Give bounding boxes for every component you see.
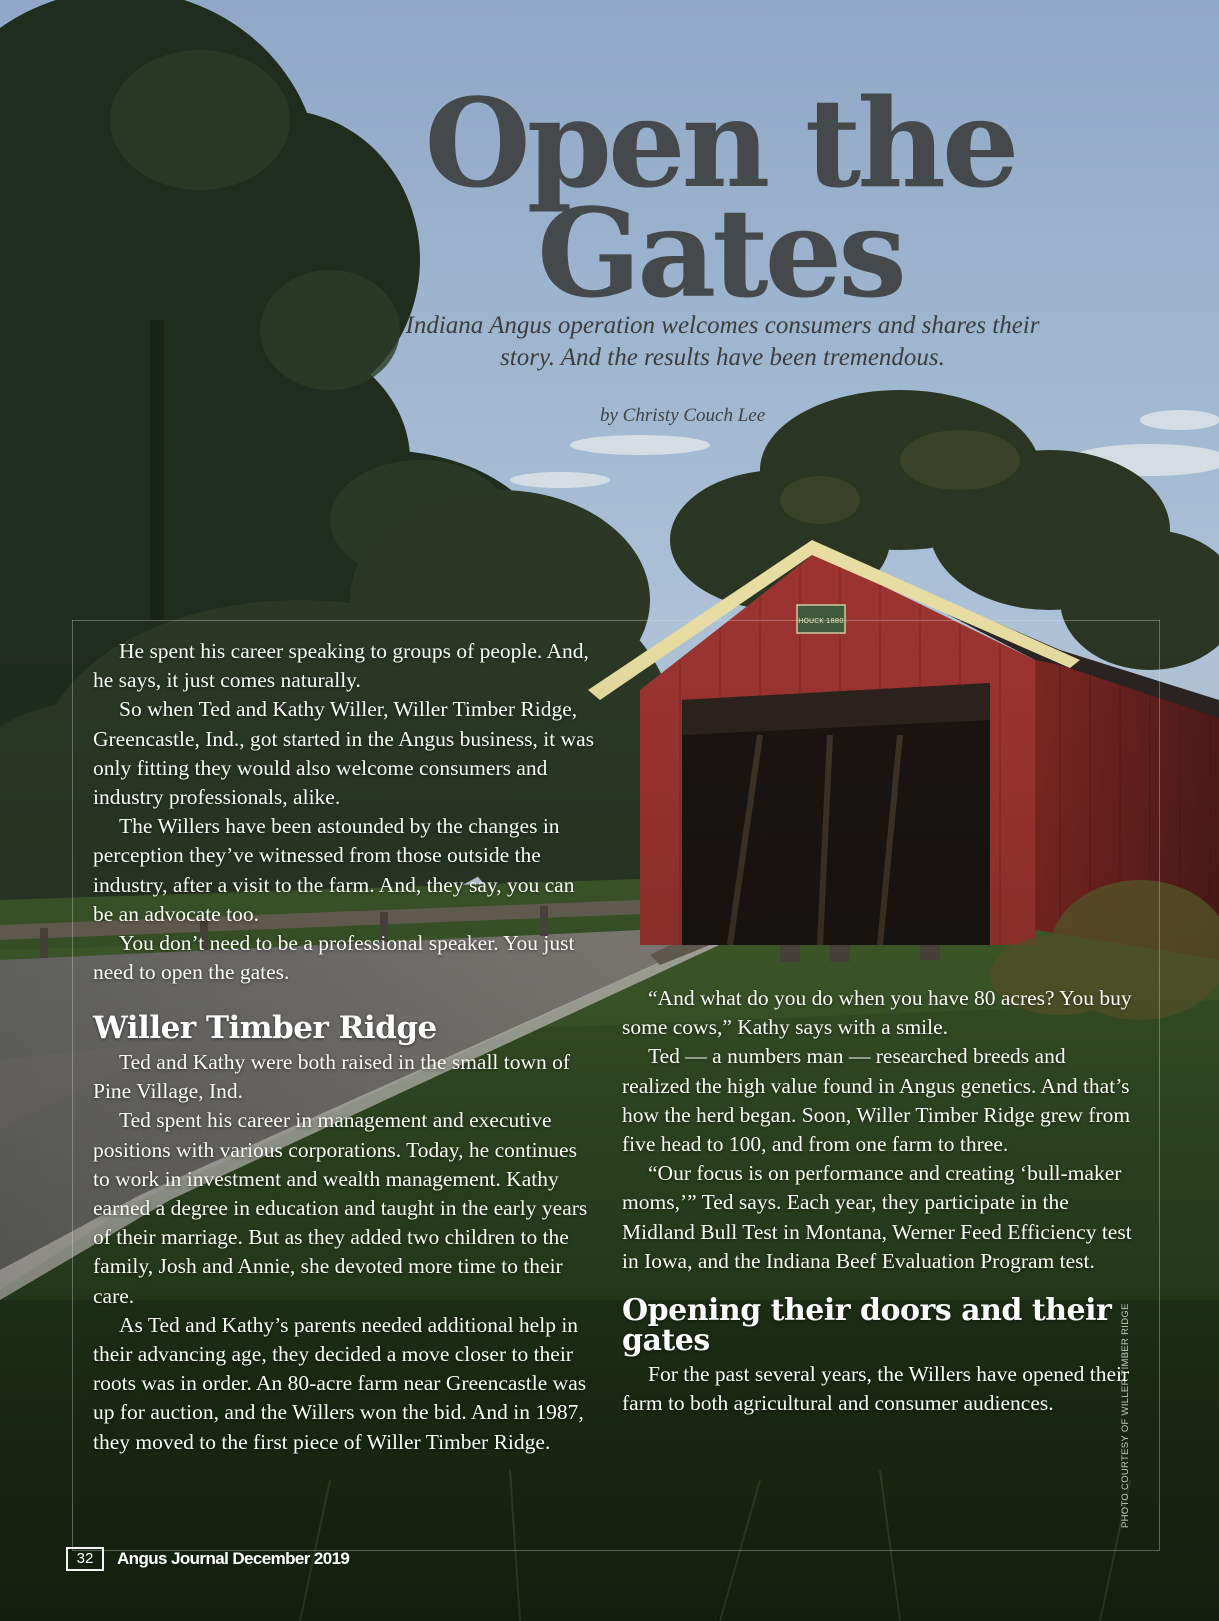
right-column (622, 984, 1137, 1418)
body-paragraph: “And what do you do when you have 80 acres? You buy some cows,” Kathy says with a smile. (622, 986, 1132, 1040)
article-title-line-2: Gates (537, 181, 903, 325)
frame-rule-right (1159, 620, 1160, 1550)
intro-paragraph: You don’t need to be a professional speaker. You just need to open the gates. (93, 931, 575, 985)
intro-column (93, 637, 598, 987)
body-paragraph: Ted — a numbers man — researched breeds and realized the high value found in Angus genetics. And that’s how the herd began. Soon, Willer Timber Ridge grew from five head to 100, and from one farm to three. (622, 1044, 1131, 1157)
section-willer-timber-ridge (93, 1010, 598, 1457)
body-paragraph: Ted spent his career in management and executive positions with various corporations. Today, he continues to work in investment and wealth management. Kathy earned a degree in education and taught in the early years of their marriage. But as they added two children to the family, Josh and Annie, she devoted more time to their care. (93, 1108, 588, 1308)
body-paragraph: Ted and Kathy were both raised in the small town of Pine Village, Ind. (93, 1050, 571, 1104)
body-paragraph: For the past several years, the Willers have opened their farm to both agricultural and consumer audiences. (622, 1362, 1130, 1416)
section-heading-willer-timber-ridge: Willer Timber Ridge (93, 1010, 437, 1046)
article-deck: Indiana Angus operation welcomes consumers and shares their story. And the results have been tremendous. (405, 312, 1040, 371)
page-number: 32 (66, 1547, 104, 1571)
article-byline: by Christy Couch Lee (600, 405, 766, 426)
publication-name: Angus Journal December 2019 (117, 1549, 350, 1568)
intro-paragraph: He spent his career speaking to groups of people. And, he says, it just comes naturally. (93, 639, 589, 693)
section-heading-opening-doors: Opening their doors and their gates (622, 1293, 1112, 1359)
body-paragraph: “Our focus is on performance and creating ‘bull-maker moms,’” Ted says. Each year, they participate in the Midland Bull Test in Montana, Werner Feed Efficiency test in Iowa, and the Indiana Beef Evaluation Program test. (622, 1161, 1132, 1273)
body-paragraph: As Ted and Kathy’s parents needed additional help in their advancing age, they decided a move closer to their roots was in order. An 80-acre farm near Greencastle was up for auction, and the Willers won the bid. And in 1987, they moved to the first piece of Willer Timber Ridge. (93, 1312, 587, 1454)
article-title-line-1: Open the (424, 71, 1016, 215)
frame-rule-top (72, 620, 1160, 621)
intro-paragraph: So when Ted and Kathy Willer, Willer Timber Ridge, Greencastle, Ind., got started in the Angus business, it was only fitting they would also welcome consumers and industry professionals, alike. (93, 697, 594, 810)
frame-rule-left (72, 620, 73, 1550)
intro-paragraph: The Willers have been astounded by the changes in perception they’ve witnessed from those outside the industry, after a visit to the farm. And, they say, you can be an advocate too. (93, 814, 575, 926)
photo-credit: PHOTO COURTESY OF WILLER TIMBER RIDGE (1120, 1303, 1131, 1528)
